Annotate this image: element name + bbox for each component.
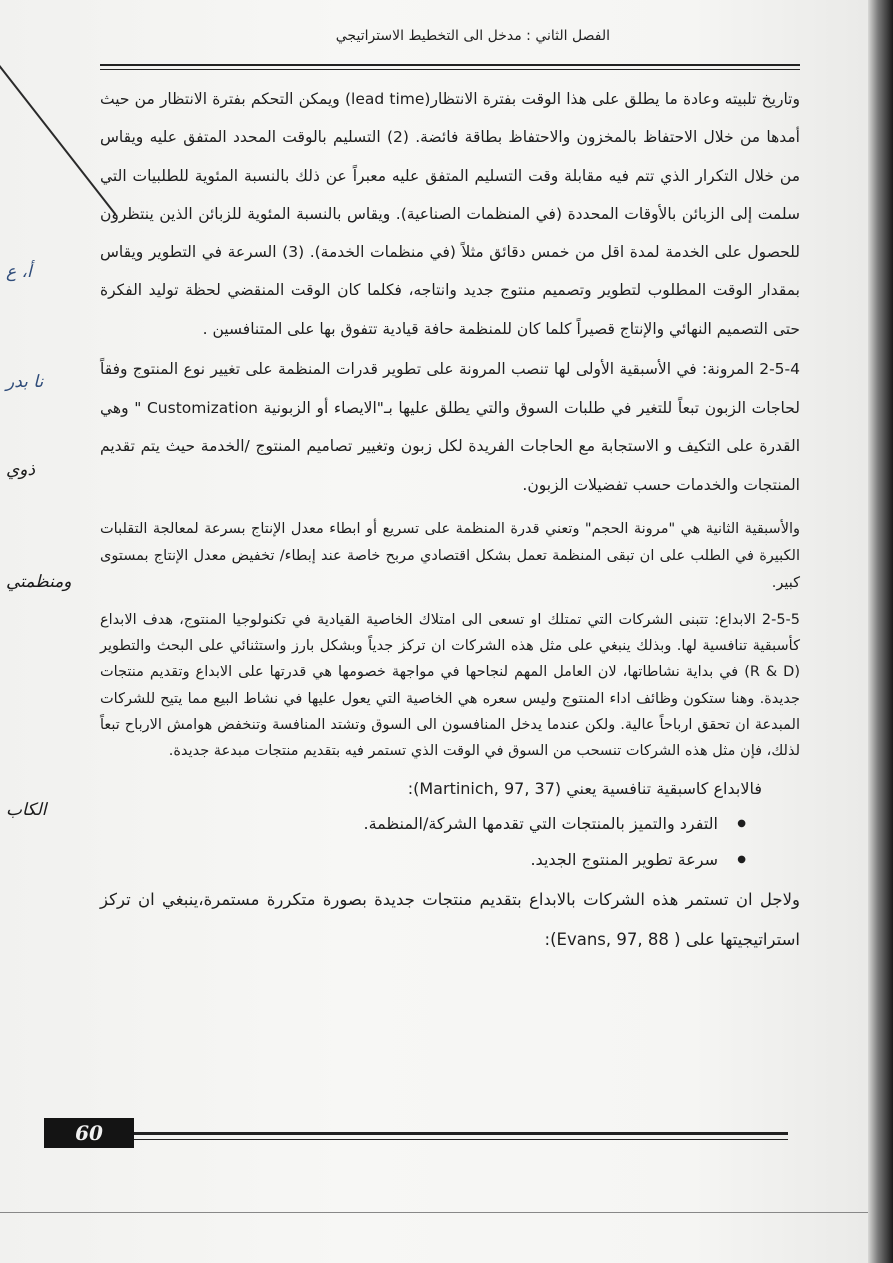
paragraph: ولاجل ان تستمر هذه الشركات بالابداع بتقديم منتجات جديدة بصورة متكررة مستمرة،ينبغي ان تركز استراتيجيتها على ( Evans, 97, 88): [100,890,800,950]
footer-rule [134,1132,788,1135]
page-number: 60 [44,1118,134,1148]
header-rule [100,64,800,66]
list-item: ● التفرد والتميز بالمنتجات التي تقدمها الشركة/المنظمة. [100,806,740,842]
paragraph: فالابداع كاسبقية تنافسية يعني (Martinich, 97, 37): [407,779,762,799]
handwritten-note: الكاب [6,800,47,820]
chapter-header: الفصل الثاني : مدخل الى التخطيط الاستراتيجي [335,28,610,44]
paragraph: والأسبقية الثانية هي "مرونة الحجم" وتعني قدرة المنظمة على تسريع أو ابطاء معدل الإنتاج بسرعة لمعالجة التقلبات الكبيرة في الطلب على ان تبقى المنظمة تعمل بشكل اقتصادي مربح خاصة عند إبطاء/ تخفيض معدل الإنتاج بمستوى كبير. [100,521,800,592]
section-flexibility: 2-5-4 المرونة: في الأسبقية الأولى لها تنصب المرونة على تطوير قدرات المنظمة على تغيير نوع المنتوج وفقاً لحاجات الزبون تبعاً للتغير في طلبات السوق والتي يطلق عليها بـ"الايصاء أو الزبونية Customization " وهي القدرة على التكيف و الاستجابة مع الحاجات الفريدة لكل زبون وتغيير تصاميم المنتوج /الخدمة حيث يتم تقديم المنتجات والخدمات حسب تفضيلات الزبون. [100,360,800,494]
scan-edge-rule [0,1212,868,1213]
scan-edge-line [0,40,116,215]
book-spine-shadow [868,0,893,1263]
handwritten-note: نا بدر [6,372,44,392]
bullet-list [100,806,800,878]
handwritten-note: ذوي [6,460,36,480]
handwritten-note: ومنظمتي [6,572,72,592]
footer-rule-thin [134,1139,788,1140]
paragraph: وتاريخ تلبيته وعادة ما يطلق على هذا الوقت بفترة الانتظار(lead time) ويمكن التحكم بفترة الانتظار من حيث أمدها من خلال الاحتفاظ بالمخزون والاحتفاظ بطاقة فائضة. (2) التسليم بالوقت المحدد المتفق عليه ويقاس من خلال التكرار الذي تتم فيه مقابلة وقت التسليم المتفق عليه معبراً عن ذلك بالنسبة المئوية للطلبيات التي سلمت إلى الزبائن بالأوقات المحددة (في المنظمات الصناعية). ويقاس بالنسبة المئوية للزبائن الذين ينتظرون للحصول على الخدمة لمدة اقل من خمس دقائق مثلاً (في منظمات الخدمة). (3) السرعة في التطوير ويقاس بمقدار الوقت المطلوب لتطوير وتصميم منتوج جديد وانتاجه، فكلما كان الوقت المنقضي لحظة توليد الفكرة حتى التصميم النهائي والإنتاج قصيراً كلما كان للمنظمة حافة قيادية تتفوق بها على المتنافسين . [100,90,800,338]
section-innovation: 2-5-5 الابداع: تتبنى الشركات التي تمتلك او تسعى الى امتلاك الخاصية القيادية في تكنولوجيا المنتوج، هدف الابداع كأسبقية تنافسية لها. وبذلك ينبغي على مثل هذه الشركات ان تركز جدياً وبشكل بارز واستثنائي على البحث والتطوير (R & D) في بداية نشاطاتها، لان العامل المهم لنجاحها في مواجهة خصومها هي قدرتها على الابداع وتقديم منتجات جديدة. وهنا ستكون وظائف اداء المنتوج وليس سعره هي الخاصية التي يعول عليها في نشاط البيع مما يتيح للشركات المبدعة ان تحقق ارباحاً عالية. ولكن عندما يدخل المنافسون الى السوق وتشتد المنافسة وتنخفض هوامش الارباح تبعاً لذلك، فإن مثل هذه الشركات تنسحب من السوق في الوقت الذي تستمر فيه بتقديم منتجات مبدعة جديدة. [100,612,801,760]
header-rule-thin [100,69,800,70]
list-item: ● سرعة تطوير المنتوج الجديد. [100,842,740,878]
handwritten-note: أ، ع [6,262,32,282]
body-text [100,80,800,960]
